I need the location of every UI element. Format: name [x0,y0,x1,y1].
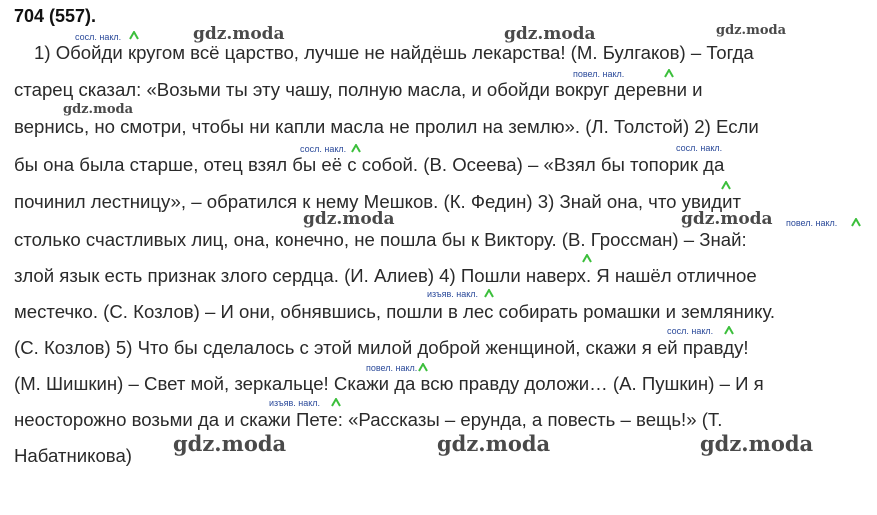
text-line: Набатникова) [14,445,132,466]
annotation-imperative: повел. накл. [573,69,625,79]
watermark: gdz.moda [681,209,773,229]
annotation-indicative: изъяв. накл. [427,289,479,299]
text-line: столько счастливых лиц, она, конечно, не пошла бы к Виктору. (В. Гроссман) – Знай: [14,229,747,250]
text-line: (С. Козлов) 5) Что бы сделалось с этой милой доброй женщиной, скажи я ей правду! [14,337,749,358]
annotation-conditional: сосл. накл. [300,144,347,154]
text-line: 1) Обойди кругом всё царство, лучше не найдёшь лекарства! (М. Булгаков) – Тогда [34,42,754,63]
annotation-conditional: сосл. накл. [667,326,714,336]
text-line: неосторожно возьми да и скажи Пете: «Рассказы – ерунда, а повесть – вещь!» (Т. [14,409,723,430]
check-icon [582,254,592,263]
check-icon [129,31,139,40]
check-icon [484,289,494,298]
check-icon [351,144,361,153]
text-line: бы она была старше, отец взял бы её с собой. (В. Осеева) – «Взял бы топорик да [14,154,725,175]
watermark: gdz.moda [193,24,285,44]
annotation-conditional: сосл. накл. [75,32,122,42]
check-icon [664,69,674,78]
watermark: gdz.moda [303,209,395,229]
text-line: починил лестницу», – обратился к нему Мешков. (К. Федин) 3) Знай она, что увидит [14,191,741,212]
annotation-imperative: повел. накл. [786,218,838,228]
text-line: вернись, но смотри, чтобы ни капли масла не пролил на землю». (Л. Толстой) 2) Если [14,116,759,137]
text-line: местечко. (С. Козлов) – И они, обнявшись, пошли в лес собирать ромашки и землянику. [14,301,776,322]
exercise-heading: 704 (557). [14,6,97,26]
annotation-indicative: изъяв. накл. [269,398,321,408]
watermark: gdz.moda [700,431,814,456]
check-icon [721,181,731,190]
text-line: злой язык есть признак злого сердца. (И. Алиев) 4) Пошли наверх. Я нашёл отличное [14,265,757,286]
watermark: gdz.moda [63,102,134,117]
check-icon [724,326,734,335]
check-icon [418,363,428,372]
check-icon [851,218,861,227]
watermark: gdz.moda [716,23,787,38]
text-line: (М. Шишкин) – Свет мой, зеркальце! Скажи да всю правду доложи… (А. Пушкин) – И я [14,373,764,394]
annotation-conditional: сосл. накл. [676,143,723,153]
watermark: gdz.moda [437,431,551,456]
watermark: gdz.moda [504,24,596,44]
text-line: старец сказал: «Возьми ты эту чашу, полную масла, и обойди вокруг деревни и [14,79,703,100]
watermark: gdz.moda [173,431,287,456]
check-icon [331,398,341,407]
annotation-imperative: повел. накл. [366,363,418,373]
